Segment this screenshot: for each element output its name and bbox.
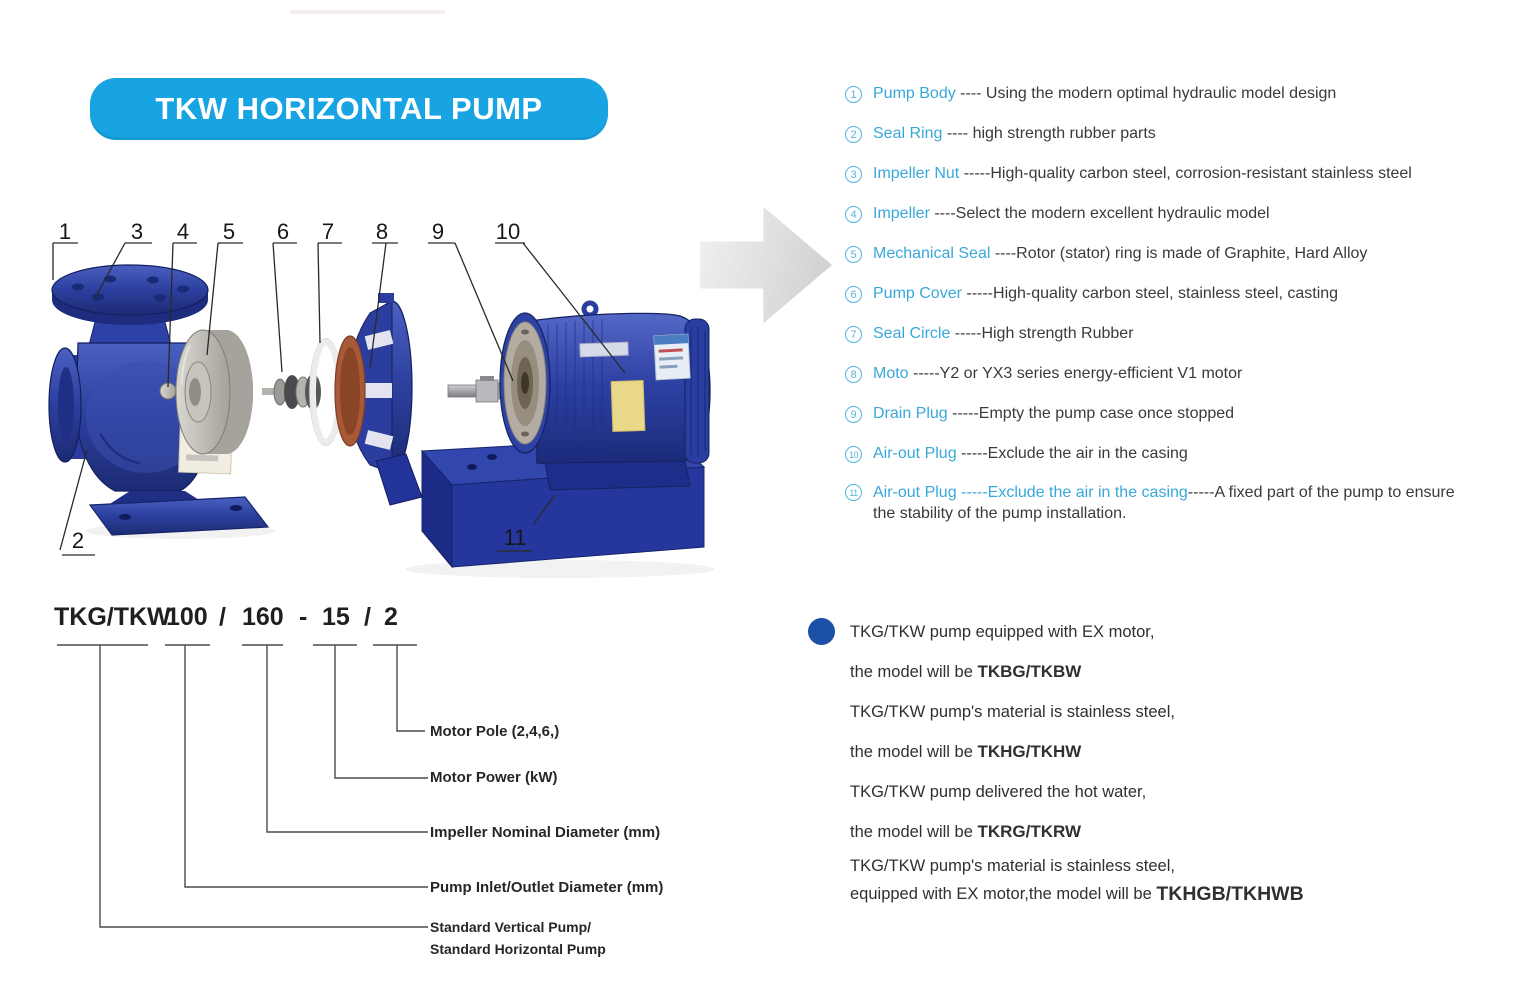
impeller xyxy=(176,330,253,454)
note-line: TKG/TKW pump equipped with EX motor, xyxy=(850,622,1155,641)
pump-cover xyxy=(335,293,422,505)
label-standard-1: Standard Vertical Pump/ xyxy=(430,919,592,935)
model-code-power: 15 xyxy=(322,603,350,631)
circled-number-2: 2 xyxy=(845,126,862,143)
circled-number-5: 5 xyxy=(845,246,862,263)
model-variant-notes xyxy=(850,612,1470,908)
callout-11: 11 xyxy=(503,525,527,550)
note-line: TKG/TKW pump's material is stainless steel, xyxy=(850,702,1175,721)
part-desc: -----Empty the pump case once stopped xyxy=(947,405,1235,422)
motor-sticker xyxy=(654,334,690,380)
circled-number-6: 6 xyxy=(845,286,862,303)
note-line: TKG/TKW pump's material is stainless steel, xyxy=(850,856,1175,875)
part-name: Moto xyxy=(873,365,909,382)
part-row-11 xyxy=(845,474,1513,524)
part-row-4 xyxy=(845,194,1513,234)
part-name: Air-out Plug xyxy=(873,445,957,462)
part-row-6 xyxy=(845,274,1513,314)
circled-number-8: 8 xyxy=(845,366,862,383)
part-name: Seal Circle xyxy=(873,325,951,342)
part-row-3 xyxy=(845,154,1513,194)
part-row-7 xyxy=(845,314,1513,354)
model-code-text: TKHG/TKHW xyxy=(977,742,1082,761)
part-desc: -----A fixed part of the pump to ensure the stability of the pump installation. xyxy=(873,484,1460,522)
note-line: TKG/TKW pump delivered the hot water, xyxy=(850,782,1147,801)
label-standard-2: Standard Horizontal Pump xyxy=(430,941,606,957)
title-banner xyxy=(90,78,608,140)
model-code-text: TKRG/TKRW xyxy=(977,822,1082,841)
note-line: the model will be TKHG/TKHW xyxy=(850,742,1082,761)
label-impeller-diameter: Impeller Nominal Diameter (mm) xyxy=(430,824,661,841)
pump-exploded-diagram xyxy=(40,195,740,585)
part-desc: ---- high strength rubber parts xyxy=(942,125,1156,142)
circled-number-7: 7 xyxy=(845,326,862,343)
circled-number-11: 11 xyxy=(845,484,862,501)
part-desc: -----High-quality carbon steel, corrosion-resistant stainless steel xyxy=(959,165,1412,182)
part-name: Drain Plug xyxy=(873,405,948,422)
label-inlet-outlet: Pump Inlet/Outlet Diameter (mm) xyxy=(430,879,664,896)
part-row-5 xyxy=(845,234,1513,274)
note-line: the model will be TKRG/TKRW xyxy=(850,822,1082,841)
circled-number-1: 1 xyxy=(845,86,862,103)
parts-list xyxy=(845,74,1513,524)
model-code-text: TKHGB/TKHWB xyxy=(1156,882,1304,905)
label-motor-pole: Motor Pole (2,4,6,) xyxy=(430,723,560,740)
part-name: Impeller Nut xyxy=(873,165,960,182)
model-code-text: TKBG/TKBW xyxy=(977,662,1082,681)
callout-10: 10 xyxy=(495,219,521,244)
note-line: the model will be TKBG/TKBW xyxy=(850,662,1082,681)
circled-number-3: 3 xyxy=(845,166,862,183)
part-name: Air-out Plug xyxy=(873,484,957,501)
part-name: Pump Body xyxy=(873,85,956,102)
bullet-icon xyxy=(808,618,835,645)
part-desc: -----High-quality carbon steel, stainless steel, casting xyxy=(961,285,1339,302)
model-code-slash-2: / xyxy=(364,603,371,631)
page-title: TKW HORIZONTAL PUMP xyxy=(155,91,543,126)
callout-6: 6 xyxy=(276,219,290,244)
scan-artifact-line xyxy=(290,10,445,14)
part-desc: -----Y2 or YX3 series energy-efficient V1 motor xyxy=(908,365,1243,382)
motor-nameplate-yellow xyxy=(611,380,645,431)
circled-number-9: 9 xyxy=(845,406,862,423)
callout-1: 1 xyxy=(58,219,72,244)
part-desc: -----High strength Rubber xyxy=(950,325,1134,342)
model-code-slash-1: / xyxy=(219,603,226,631)
callout-5: 5 xyxy=(222,219,236,244)
model-code-dash: - xyxy=(299,603,308,631)
model-code-pole: 2 xyxy=(384,603,398,631)
part-desc: -----Exclude the air in the casing xyxy=(956,445,1188,462)
part-desc: ----Rotor (stator) ring is made of Graphite, Hard Alloy xyxy=(990,245,1368,262)
callout-3: 3 xyxy=(130,219,144,244)
note-line: equipped with EX motor,the model will be TKHGB/TKHWB xyxy=(850,882,1304,905)
circled-number-4: 4 xyxy=(845,206,862,223)
model-code-series: TKG/TKW xyxy=(54,603,171,631)
callout-8: 8 xyxy=(375,219,389,244)
label-motor-power: Motor Power (kW) xyxy=(430,769,558,786)
part-desc: ----Select the modern excellent hydraulic model xyxy=(929,205,1270,222)
model-code-connectors xyxy=(40,640,740,970)
part-name: Impeller xyxy=(873,205,930,222)
part-name: Seal Ring xyxy=(873,125,943,142)
part-row-1 xyxy=(845,74,1513,114)
part-name: Pump Cover xyxy=(873,285,962,302)
part-name: Mechanical Seal xyxy=(873,245,991,262)
callout-7: 7 xyxy=(321,219,335,244)
model-code-inlet: 100 xyxy=(166,603,208,631)
part-row-8 xyxy=(845,354,1513,394)
part-row-2 xyxy=(845,114,1513,154)
callout-2: 2 xyxy=(71,528,85,553)
callout-9: 9 xyxy=(431,219,445,244)
callout-4: 4 xyxy=(176,219,190,244)
part-name-ext: -----Exclude the air in the casing xyxy=(956,484,1188,501)
part-desc: ---- Using the modern optimal hydraulic model design xyxy=(955,85,1337,102)
model-code-impeller: 160 xyxy=(242,603,284,631)
part-row-10 xyxy=(845,434,1513,474)
circled-number-10: 10 xyxy=(845,446,862,463)
part-row-9 xyxy=(845,394,1513,434)
